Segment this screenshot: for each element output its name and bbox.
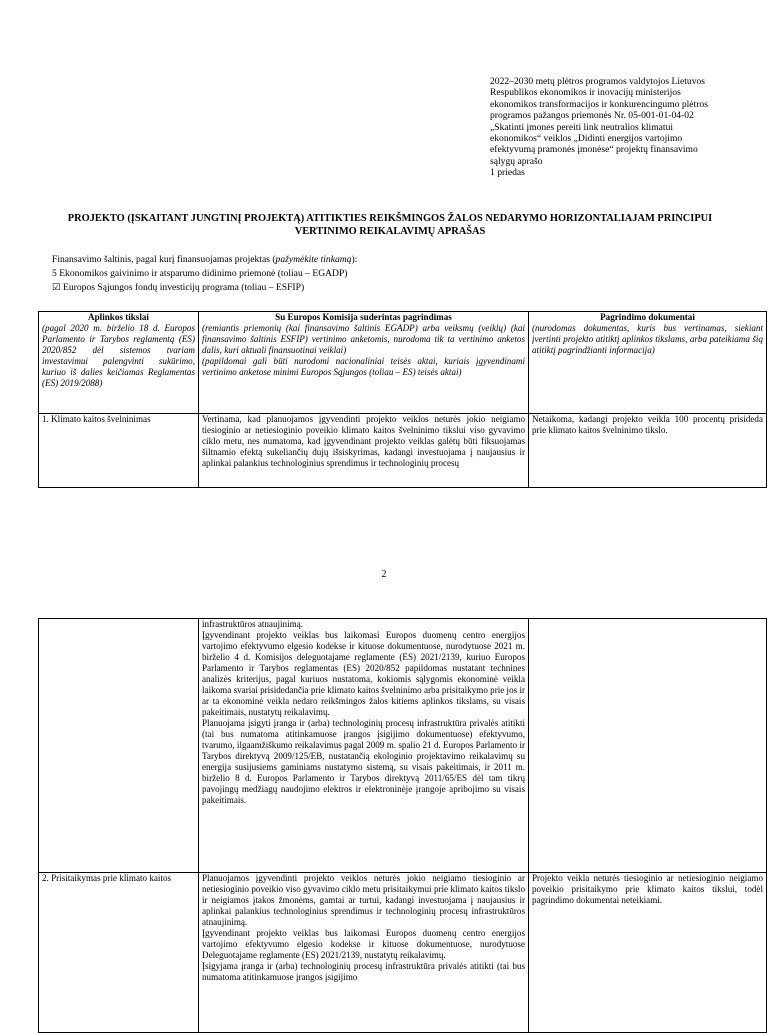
approval-line: „Skatinti įmones pereiti link neutralios klimatui xyxy=(490,121,674,133)
documents-cell: Projekto veikla neturės tiesioginio ar netiesioginio neigiamo poveikio prisitaikymo prie klimato kaitos tikslui, todėl pagrindimo dokumentai neteikiami. xyxy=(529,873,767,1033)
goal-cell xyxy=(39,619,199,873)
approval-note xyxy=(490,76,752,179)
justification-cell xyxy=(199,873,529,1033)
dnsh-assessment-table xyxy=(38,311,767,488)
goal-cell: 2. Prisitaikymas prie klimato kaitos xyxy=(39,873,199,1033)
table-row xyxy=(39,873,767,1033)
justification-paragraph: infrastruktūros atnaujinimą. xyxy=(202,619,304,629)
header-environmental-goals: Aplinkos tikslai (pagal 2020 m. birželio 18 d. Europos Parlamento ir Tarybos reglamentą (ES) 2020/852 dėl sistemos tvariam investavimui palengvinti sukūrimo, kuriuo iš dalies keičiamas Reglamentas (ES) 2019/2088) xyxy=(39,312,199,414)
approval-line: programos pažangos priemonės Nr. 05-001-01-04-02 xyxy=(490,110,694,122)
funding-source-section xyxy=(52,253,357,295)
approval-line: efektyvumą pramonės įmonėse“ projektų finansavimo xyxy=(490,144,698,156)
approval-line: ekonomikos transformacijos ir konkurencingumo plėtros xyxy=(490,98,708,110)
funding-option-egadp: 5 Ekonomikos gaivinimo ir atsparumo didinimo priemonė (toliau – EGADP) xyxy=(52,268,348,279)
checked-box-icon: ☑ xyxy=(52,282,61,293)
table-header-row xyxy=(39,312,767,414)
document-page-2 xyxy=(0,618,768,1024)
approval-line: ekonomikos“ veiklos „Didinti energijos vartojimo xyxy=(490,133,683,145)
table-row xyxy=(39,619,767,873)
justification-paragraph: Įgyvendinant projekto veiklas bus laikomasi Europos duomenų centro energijos vartojimo efektyvumo elgesio kodekse ir kituose dokumentuose, nurodytuose 2021 m. birželio 4 d. Komisijos deleguotajame reglamente (ES) 2021/2139, kuriuo Europos Parlamento ir Tarybos reglamentas (ES) 2020/852 papildomas nustatant technines analizės kriterijus, pagal kuriuos nustatoma, kokiomis sąlygomis ekonominė veikla laikoma svariai prisidedančia prie klimato kaitos švelninimo arba prisitaikymo prie jos ir ar ta ekonominė veikla nedaro reikšmingos žalos kitiems aplinkos tikslams, su visais pakeitimais, nustatytų reikalavimų. xyxy=(202,630,526,717)
justification-paragraph: Įgyvendinant projekto veiklas bus laikomasi Europos duomenų centro energijos vartojimo efektyvumo elgesio kodekse ir kituose dokumentuose, nurodytuose Deleguotajame reglamente (ES) 2021/2139, nustatytų reikalavimų. xyxy=(202,928,525,960)
document-title-line2: VERTINIMO REIKALAVIMŲ APRAŠAS xyxy=(294,225,486,237)
approval-line: 1 priedas xyxy=(490,167,525,179)
approval-line: 2022–2030 metų plėtros programos valdytojos Lietuvos xyxy=(490,76,706,87)
goal-cell: 1. Klimato kaitos švelninimas xyxy=(39,414,199,488)
header-documents: Pagrindimo dokumentai (nurodomas dokumentas, kuris bus vertinamas, siekiant įvertinti projekto atitiktį aplinkos tikslams, arba pateikiama šią atitiktį pagrindžianti informacija) xyxy=(529,312,767,414)
approval-line: Respublikos ekonomikos ir inovacijų ministerijos xyxy=(490,87,681,99)
justification-paragraph: Planuojama įsigyti įranga ir (arba) technologinių procesų infrastruktūra privalės atitikti (tai bus numatoma atitinkamuose įrangos įsigijimo dokumentuose) efektyvumo, tvarumo, ilgaamžiškumo reikalavimus pagal 2009 m. spalio 21 d. Europos Parlamento ir Tarybos direktyvą 2009/125/EB, nustatančią ekologinio projektavimo reikalavimų su energija susijusiems gaminiams nustatymo sistemą, su visais pakeitimais, ir 2011 m. birželio 8 d. Europos Parlamento ir Tarybos direktyvą 2011/65/ES dėl tam tikrų pavojingų medžiagų naudojimo elektros ir elektroninėje įrangoje apribojimo su visais pakeitimais. xyxy=(202,718,525,805)
documents-cell: Netaikoma, kadangi projekto veikla 100 procentų prisideda prie klimato kaitos švelninimo tikslo. xyxy=(529,414,767,488)
table-row xyxy=(39,414,767,488)
funding-option-esfip: ☑ Europos Sąjungos fondų investicijų programa (toliau – ESFIP) xyxy=(52,282,305,293)
page-number: 2 xyxy=(381,569,387,580)
justification-paragraph: Įsigyjama įranga ir (arba) technologinių procesų infrastruktūra privalės atitikti (tai bus numatoma atitinkamuose įrangos įsigijimo xyxy=(202,961,525,982)
header-justification: Su Europos Komisija suderintas pagrindimas (remiantis priemonių (kai finansavimo šaltinis EGADP) arba veiksmų (veiklų) (kai finansavimo šaltinis ESFIP) vertinimo anketomis, nurodoma tik ta vertinimo anketos dalis, kuri aktuali finansuotinai veiklai) (papildomai gali būti nurodomi nacionaliniai teisės aktai, kuriais įgyvendinami vertinimo anketose minimi Europos Sąjungos (toliau – ES) teisės aktai) xyxy=(199,312,529,414)
justification-paragraph: Planuojamos įgyvendinti projekto veiklos neturės jokio neigiamo tiesioginio ar netiesioginio poveikio viso gyvavimo ciklo metu prisitaikymui prie klimato kaitos tikslo ir neigiamos įtakos žmonėms, gamtai ar turtui, kadangi investuojama į naujausius ir aplinkai palankius technologinius sprendimus ir technologinių procesų infrastruktūros atnaujinimą. xyxy=(202,873,525,927)
document-title-line1: PROJEKTO (ĮSKAITANT JUNGTINĮ PROJEKTĄ) ATITIKTIES REIKŠMINGOS ŽALOS NEDARYMO HORIZONTALIAJAM PRINCIPUI xyxy=(67,213,713,224)
funding-source-label: Finansavimo šaltinis, pagal kurį finansuojamas projektas (pažymėkite tinkamą): xyxy=(52,254,358,265)
document-title xyxy=(40,213,740,238)
justification-cell xyxy=(199,619,529,873)
documents-cell xyxy=(529,619,767,873)
dnsh-assessment-table-continued xyxy=(38,618,767,1033)
page-separator xyxy=(0,600,768,618)
justification-cell: Vertinama, kad planuojamos įgyvendinti projekto veiklos neturės jokio neigiamo tiesioginio ar netiesioginio poveikio klimato kaitos švelninimo tikslui viso gyvavimo ciklo metu, nes numatoma, kad įgyvendinant projekto veiklas galėtų būti fiksuojamas šiltnamio efektą sukeliančių dujų išsiskyrimas, kadangi investuojama į naujausius ir aplinkai palankius technologinius sprendimus ir technologinių procesų xyxy=(199,414,529,488)
approval-line: sąlygų aprašo xyxy=(490,155,543,167)
